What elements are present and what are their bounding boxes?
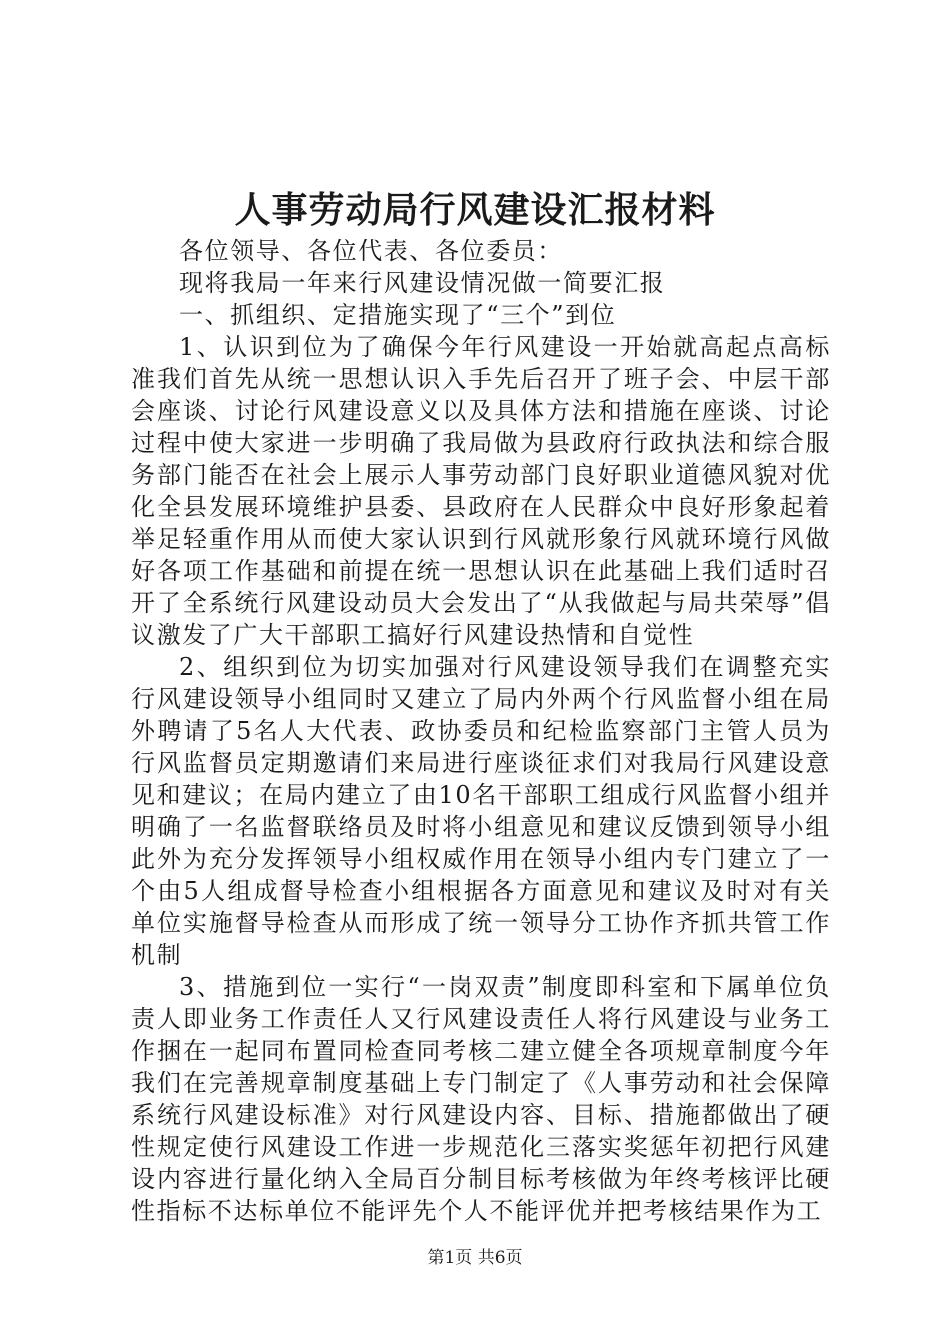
paragraph-measures: 3、措施到位一实行“一岗双责”制度即科室和下属单位负责人即业务工作责任人又行风建设责任人将行风建设与业务工作捆在一起同布置同检查同考核二建立健全各项规章制度今年我们在完善规章制度基础上专门制定了《人事劳动和社会保障系统行风建设标准》对行风建设内容、目标、措施都做出了硬性规定使行风建设工作进一步规范化三落实奖惩年初把行风建设内容进行量化纳入全局百分制目标考核做为年终考核评比硬性指标不达标单位不能评先个人不能评优并把考核结果作为工 <box>131 973 831 1225</box>
section-heading-1: 一、抓组织、定措施实现了“三个”到位 <box>179 301 617 329</box>
page-footer: 第1页 共6页 <box>427 1248 523 1268</box>
document-title: 人事劳动局行风建设汇报材料 <box>234 189 716 231</box>
paragraph-awareness: 1、认识到位为了确保今年行风建设一开始就高起点高标准我们首先从统一思想认识入手先后召开了班子会、中层干部会座谈、讨论行风建设意义以及具体方法和措施在座谈、讨论过程中使大家进一步明确了我局做为县政府行政执法和综合服务部门能否在社会上展示人事劳动部门良好职业道德风貌对优化全县发展环境维护县委、县政府在人民群众中良好形象起着举足轻重作用从而使大家认识到行风就形象行风就环境行风做好各项工作基础和前提在统一思想认识在此基础上我们适时召开了全系统行风建设动员大会发出了“从我做起与局共荣辱”倡议激发了广大干部职工搞好行风建设热情和自觉性 <box>131 333 831 649</box>
document-body <box>131 235 831 1227</box>
paragraph-organization: 2、组织到位为切实加强对行风建设领导我们在调整充实行风建设领导小组同时又建立了局内外两个行风监督小组在局外聘请了5名人大代表、政协委员和纪检监察部门主管人员为行风监督员定期邀请们来局进行座谈征求们对我局行风建设意见和建议；在局内建立了由10名干部职工组成行风监督小组并明确了一名监督联络员及时将小组意见和建议反馈到领导小组此外为充分发挥领导小组权威作用在领导小组内专门建立了一个由5人组成督导检查小组根据各方面意见和建议及时对有关单位实施督导检查从而形成了统一领导分工协作齐抓共管工作机制 <box>131 653 831 969</box>
intro-paragraph: 现将我局一年来行风建设情况做一简要汇报 <box>179 269 666 297</box>
salutation-paragraph: 各位领导、各位代表、各位委员： <box>179 237 563 265</box>
